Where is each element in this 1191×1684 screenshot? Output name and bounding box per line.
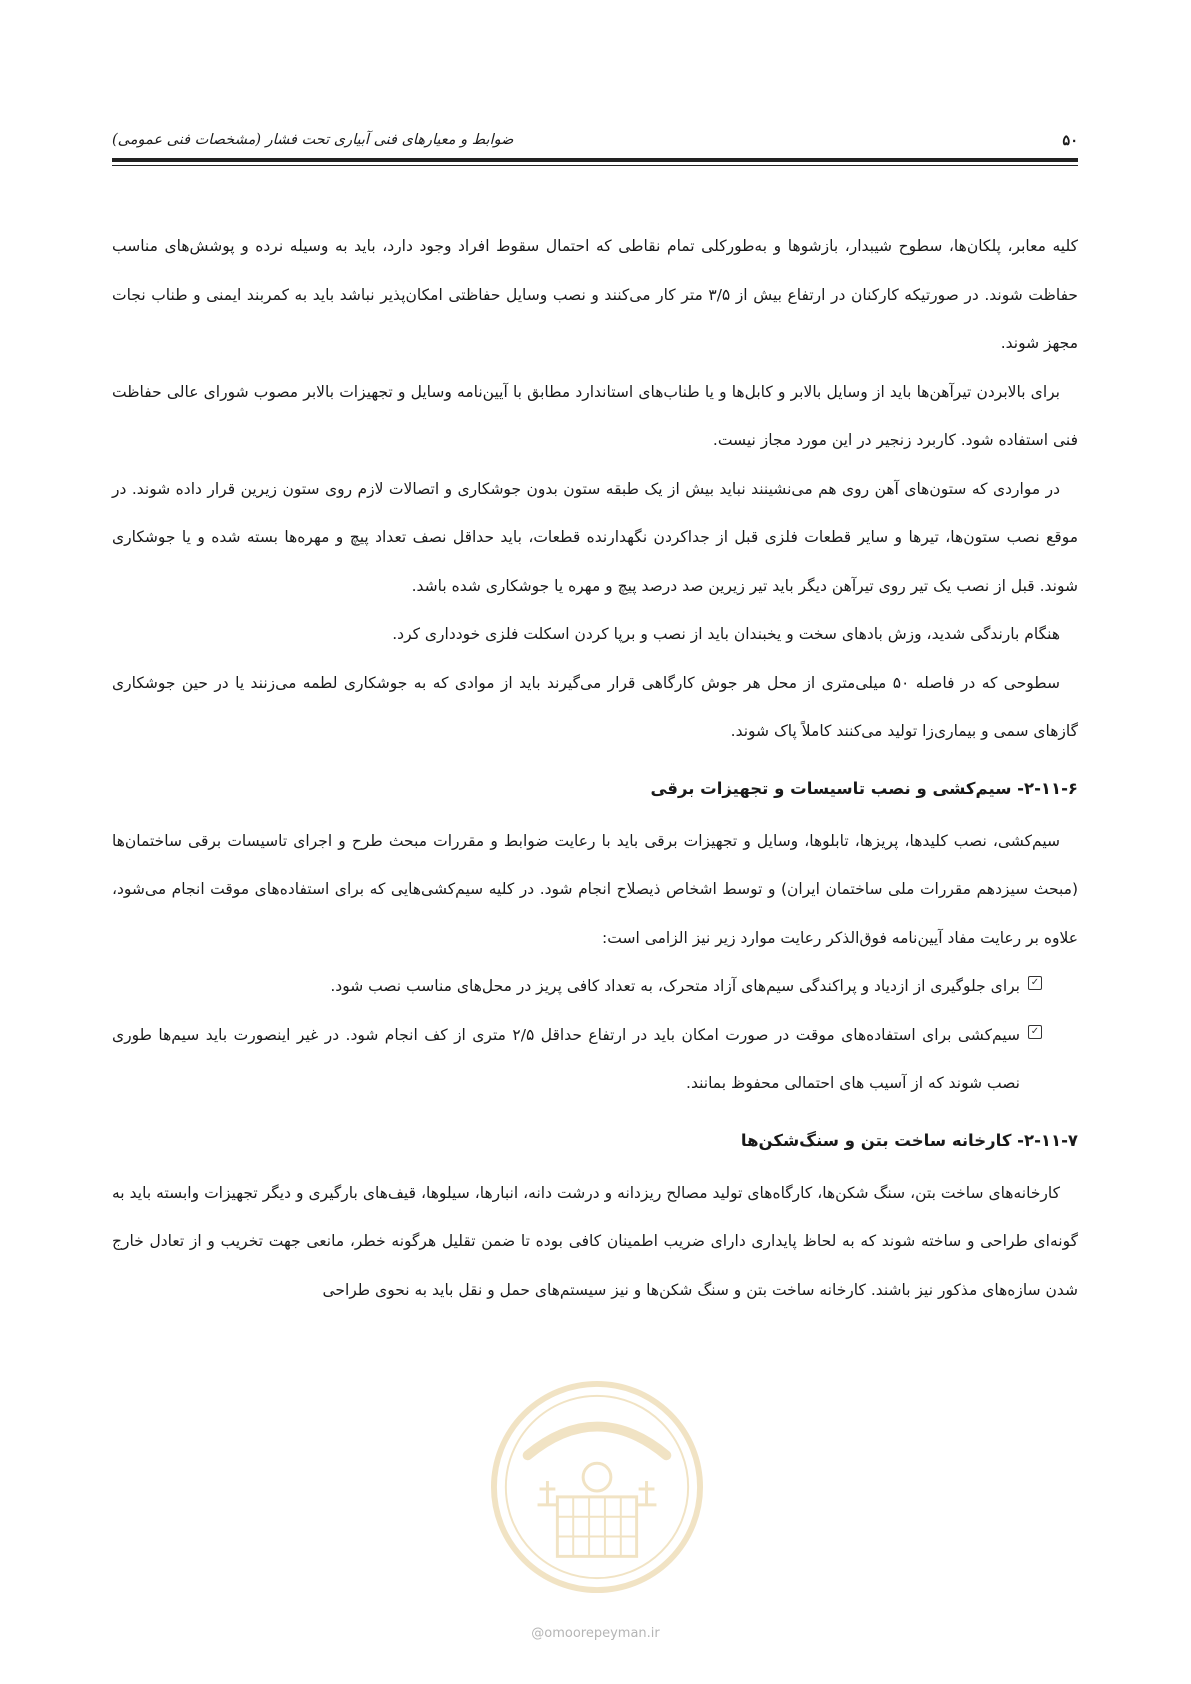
paragraph-concrete-plant: کارخانه‌های ساخت بتن، سنگ شکن‌ها، کارگاه‌های تولید مصالح ریزدانه و درشت دانه، انبارها، سیلوها، قیف‌های بارگیری و دیگر تجهیزات وابسته باید به گونه‌ای طراحی و ساخته شوند که به لحاظ پایداری دارای ضریب اطمینان کافی بوده تا ضمن تقلیل هرگونه خطر، مانعی جهت تخریب و از تعادل خارج شدن سازه‌های مذکور نیز باشند. کارخانه ساخت بتن و سنگ شکن‌ها و نیز سیستم‌های حمل و نقل باید به نحوی طراحی <box>112 1183 1078 1299</box>
checkbox-bullet-icon: ✓ <box>1028 976 1042 990</box>
paragraph-weather: هنگام بارندگی شدید، وزش بادهای سخت و یخبندان باید از نصب و برپا کردن اسکلت فلزی خودداری کرد. <box>392 625 1060 643</box>
bullet-text: سیم‌کشی برای استفاده‌های موقت در صورت امکان باید در ارتفاع حداقل ۲/۵ متری از کف انجام شود. در غیر اینصورت باید سیم‌ها طوری نصب شوند که از آسیب های احتمالی محفوظ بمانند. <box>112 1025 1020 1092</box>
body-text <box>112 222 1078 1314</box>
section-heading-concrete-plant: ۲-۱۱-۷- کارخانه ساخت بتن و سنگ‌شکن‌ها <box>740 1130 1078 1150</box>
seal-arc-lettering <box>528 1427 667 1456</box>
paragraph-columns: در مواردی که ستون‌های آهن روی هم می‌نشینند نباید بیش از یک طبقه ستون بدون جوشکاری و اتصالات لازم روی ستون زیرین قرار داده شوند. در موقع نصب ستون‌ها، تیرها و سایر قطعات فلزی قبل از جداکردن نگهدارنده قطعات، باید حداقل نصف تعداد پیچ و مهره‌ها بسته شده و یا جوشکاری شوند. قبل از نصب یک تیر روی تیرآهن دیگر باید تیر زیرین صد درصد پیچ و مهره یا جوشکاری شده باشد. <box>112 479 1078 595</box>
paragraph-safety-railings: کلیه معابر، پلکان‌ها، سطوح شیبدار، بازشوها و به‌طورکلی تمام نقاطی که احتمال سقوط افراد وجود دارد، باید به وسیله نرده و پوشش‌های مناسب حفاظت شوند. در صورتیکه کارکنان در ارتفاع بیش از ۳/۵ متر کار می‌کنند و نصب وسایل حفاظتی امکان‌پذیر نباشد باید به کمربند ایمنی و طناب نجات مجهز شوند. <box>112 237 1078 352</box>
section-heading-electrical: ۲-۱۱-۶- سیم‌کشی و نصب تاسیسات و تجهیزات برقی <box>650 778 1078 798</box>
seal-outer-ring <box>494 1384 700 1590</box>
page-number: ۵۰ <box>1062 132 1078 149</box>
scale-icon <box>637 1481 657 1505</box>
header-rule-thin <box>112 165 1078 166</box>
seal-grid <box>557 1497 636 1556</box>
bullet-item <box>112 962 1078 1011</box>
watermark-seal-logo <box>488 1378 706 1596</box>
seal-emblem <box>583 1463 611 1491</box>
bullet-text: برای جلوگیری از ازدیاد و پراکندگی سیم‌های آزاد متحرک، به تعداد کافی پریز در محل‌های مناسب نصب شود. <box>330 977 1020 995</box>
paragraph-welding-surfaces: سطوحی که در فاصله ۵۰ میلی‌متری از محل هر جوش کارگاهی قرار می‌گیرند باید از موادی که به جوشکاری لطمه می‌زنند یا در حین جوشکاری گازهای سمی و بیماری‌زا تولید می‌کنند کاملاً پاک شوند. <box>112 673 1078 740</box>
running-title: ضوابط و معیارهای فنی آبیاری تحت فشار (مشخصات فنی عمومی) <box>112 132 514 148</box>
paragraph-electrical: سیم‌کشی، نصب کلیدها، پریزها، تابلوها، وسایل و تجهیزات برقی باید با رعایت ضوابط و مقررات مبحث طرح و اجرای تاسیسات برقی ساختمان‌ها (مبحث سیزدهم مقررات ملی ساختمان ایران) و توسط اشخاص ذیصلاح انجام شود. در کلیه سیم‌کشی‌هایی که برای استفاده‌های موقت انجام می‌شود، علاوه بر رعایت مفاد آیین‌نامه فوق‌الذکر رعایت موارد زیر نیز الزامی است: <box>112 831 1078 947</box>
bullet-item <box>112 1011 1078 1108</box>
footer-url: @omoorepeyman.ir <box>531 1626 660 1641</box>
scale-icon <box>538 1481 558 1505</box>
header-rule-thick <box>112 158 1078 162</box>
page-header <box>112 128 1078 154</box>
checkbox-bullet-icon: ✓ <box>1028 1025 1042 1039</box>
paragraph-lifting-beams: برای بالابردن تیرآهن‌ها باید از وسایل بالابر و کابل‌ها و یا طناب‌های استاندارد مطابق با آیین‌نامه وسایل و تجهیزات بالابر مصوب شورای عالی حفاظت فنی استفاده شود. کاربرد زنجیر در این مورد مجاز نیست. <box>112 382 1078 449</box>
